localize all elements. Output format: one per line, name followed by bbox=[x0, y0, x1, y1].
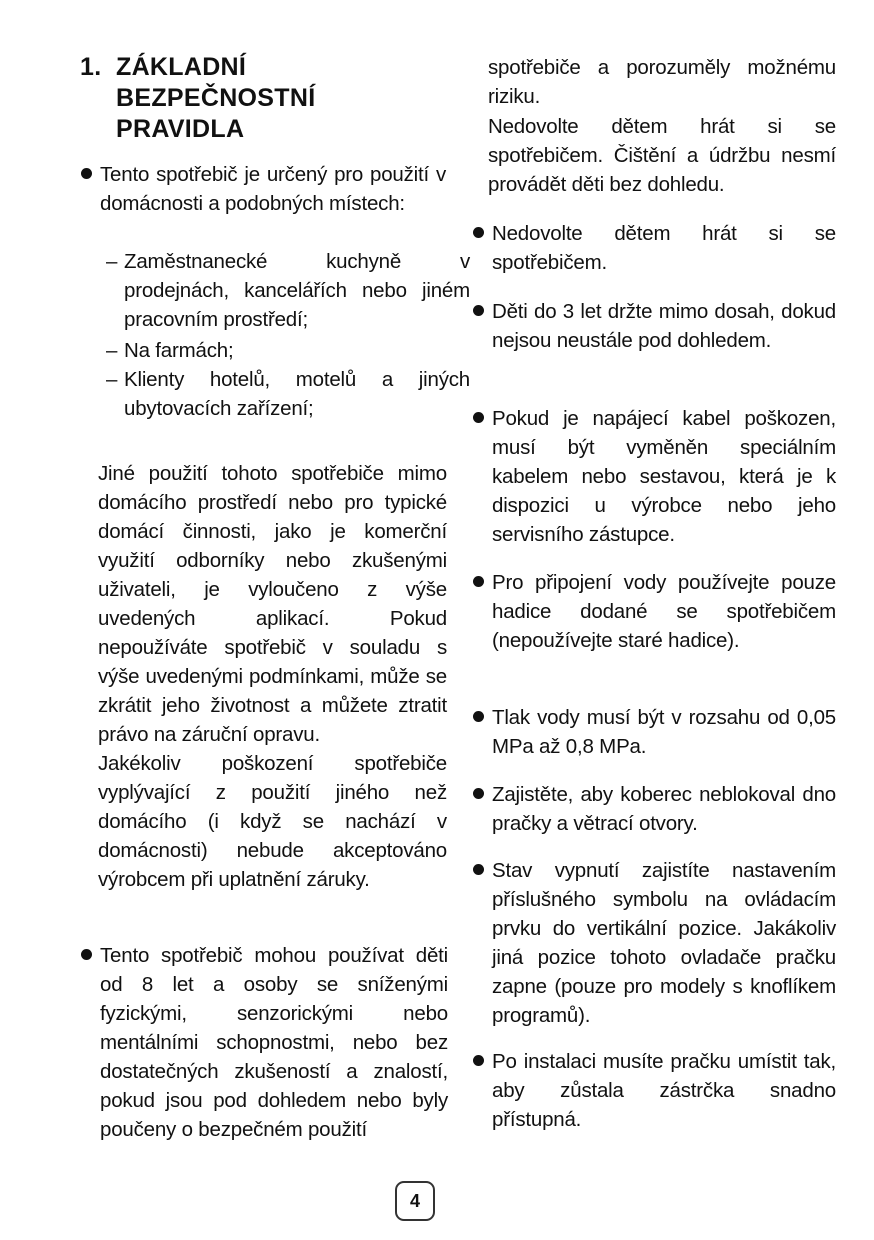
heading-line-2: BEZPEČNOSTNÍ bbox=[116, 84, 316, 112]
heading-line-1: ZÁKLADNÍ bbox=[116, 53, 247, 81]
continuation-text-2: Nedovolte dětem hrát si se spotřebičem. Čištění a údržbu nesmí provádět děti bez dohledu. bbox=[488, 115, 836, 196]
bullet-power-cable bbox=[472, 404, 836, 549]
bullet-icon bbox=[473, 788, 484, 799]
bullet-children-under-3 bbox=[472, 297, 836, 355]
bullet-text: Tento spotřebič mohou používat děti od 8 let a osoby se sníženými fyzickými, senzorickými nebo mentálními schopnostmi, nebo bez dostatečných zkušeností a znalostí, pokud jsou pod dohledem nebo byly poučeny o bezpečném použití bbox=[100, 944, 448, 1141]
bullet-icon bbox=[473, 711, 484, 722]
bullet-household-use bbox=[80, 160, 446, 218]
heading-line-3: PRAVIDLA bbox=[116, 115, 245, 143]
continuation-text: spotřebiče a porozuměly možnému riziku. bbox=[488, 56, 836, 108]
bullet-text: Tento spotřebič je určený pro použití v domácnosti a podobných místech: bbox=[100, 163, 446, 215]
bullet-icon bbox=[473, 576, 484, 587]
bullet-icon bbox=[473, 1055, 484, 1066]
bullet-icon bbox=[81, 949, 92, 960]
list-item-text: Zaměstnanecké kuchyně v prodejnách, kancelářích nebo jiném pracovním prostředí; bbox=[124, 250, 470, 331]
bullet-icon bbox=[473, 305, 484, 316]
bullet-text: Nedovolte dětem hrát si se spotřebičem. bbox=[492, 222, 836, 274]
bullet-icon bbox=[81, 168, 92, 179]
bullet-carpet bbox=[472, 780, 836, 838]
dash-icon: – bbox=[106, 250, 118, 273]
bullet-off-state bbox=[472, 856, 836, 1030]
bullet-text: Tlak vody musí být v rozsahu od 0,05 MPa až 0,8 MPa. bbox=[492, 706, 836, 758]
bullet-icon bbox=[473, 864, 484, 875]
section-heading bbox=[80, 52, 448, 145]
bullet-no-play bbox=[472, 219, 836, 277]
bullet-plug-access bbox=[472, 1047, 836, 1134]
bullet-text: Pokud je napájecí kabel poškozen, musí být vyměněn speciálním kabelem nebo sestavou, která je k dispozici u výrobce nebo jeho servisního zástupce. bbox=[492, 407, 836, 546]
list-item-text: Klienty hotelů, motelů a jiných ubytovacích zařízení; bbox=[124, 368, 470, 420]
heading-number: 1. bbox=[80, 53, 102, 81]
bullet-text: Po instalaci musíte pračku umístit tak, aby zůstala zástrčka snadno přístupná. bbox=[492, 1050, 836, 1131]
page-number: 4 bbox=[395, 1181, 435, 1221]
bullet-icon bbox=[473, 412, 484, 423]
list-item bbox=[106, 336, 470, 365]
bullet-text: Zajistěte, aby koberec neblokoval dno pračky a větrací otvory. bbox=[492, 783, 836, 835]
bullet-icon bbox=[473, 227, 484, 238]
list-item bbox=[106, 365, 470, 423]
bullet-water-hoses bbox=[472, 568, 836, 655]
list-item-text: Na farmách; bbox=[124, 339, 234, 362]
paragraph-damage: Jakékoliv poškození spotřebiče vyplývající z použití jiného než domácího (i když se nachází v domácnosti) nebude akceptováno výrobcem při uplatnění záruky. bbox=[98, 752, 447, 891]
bullet-text: Pro připojení vody používejte pouze hadice dodané se spotřebičem (nepoužívejte staré hadice). bbox=[492, 571, 836, 652]
paragraph-other-use: Jiné použití tohoto spotřebiče mimo domácího prostředí nebo pro typické domácí činnosti, jako je komerční využití odborníky nebo zkušenými uživateli, je vyloučeno z výše uvedených aplikací. Pokud nepoužíváte spotřebič v souladu s výše uvedenými podmínkami, může se zkrátit jeho životnost a můžete ztratit právo na záruční opravu. bbox=[98, 462, 447, 746]
bullet-text: Stav vypnutí zajistíte nastavením příslušného symbolu na ovládacím prvku do vertikální pozice. Jakákoliv jiná pozice tohoto ovladače pračku zapne (pouze pro modely s knoflíkem programů). bbox=[492, 859, 836, 1027]
dash-icon: – bbox=[106, 368, 118, 391]
dash-icon: – bbox=[106, 339, 118, 362]
bullet-water-pressure bbox=[472, 703, 836, 761]
list-item bbox=[106, 247, 470, 334]
bullet-text: Děti do 3 let držte mimo dosah, dokud nejsou neustále pod dohledem. bbox=[492, 300, 836, 352]
bullet-children-use bbox=[80, 941, 448, 1144]
